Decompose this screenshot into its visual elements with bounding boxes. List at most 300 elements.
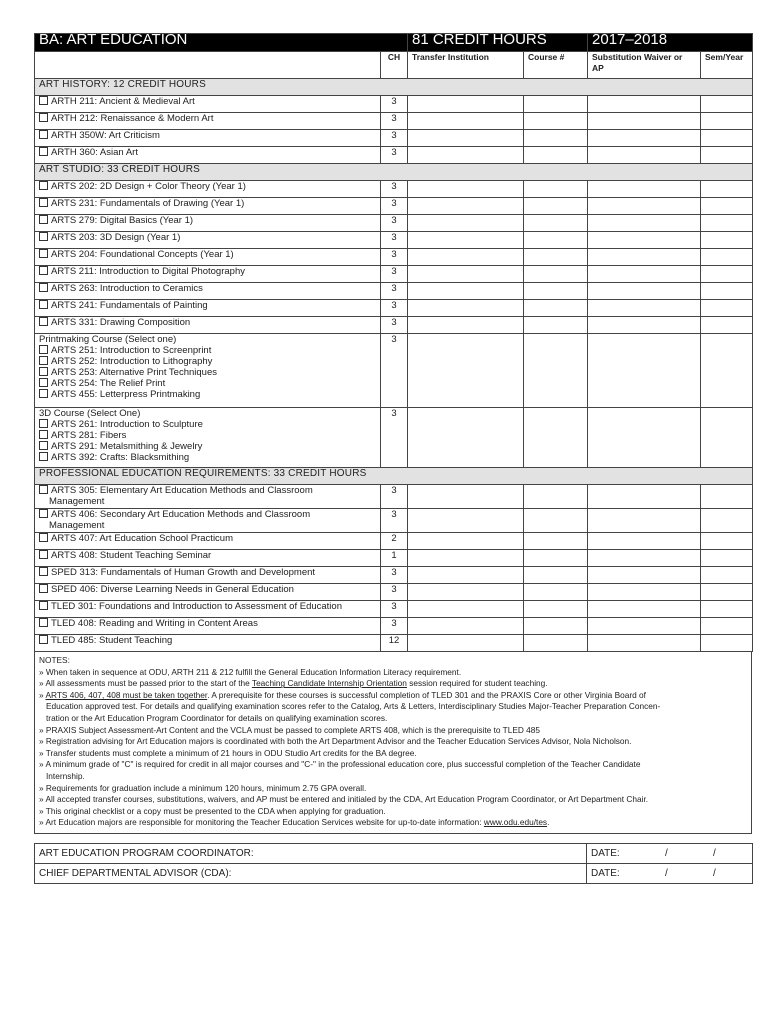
note-line bbox=[39, 817, 747, 829]
course-name: ARTS 211: Introduction to Digital Photography bbox=[51, 266, 245, 277]
checkbox[interactable] bbox=[39, 635, 48, 644]
checkbox[interactable] bbox=[39, 430, 48, 439]
sem-year-cell[interactable] bbox=[701, 266, 753, 283]
date-label: DATE: bbox=[591, 867, 620, 879]
course-name: ARTS 406: Secondary Art Education Methods and Classroom bbox=[51, 509, 311, 520]
course-number-cell[interactable] bbox=[524, 485, 588, 509]
three-d-options bbox=[39, 419, 376, 463]
note-line: » Transfer students must complete a minimum of 21 hours in ODU Studio Art credits for the BA degree. bbox=[39, 747, 417, 758]
course-option bbox=[39, 452, 376, 463]
course-cell bbox=[35, 215, 381, 232]
course-cell bbox=[35, 232, 381, 249]
course-name: ARTS 231: Fundamentals of Drawing (Year 1) bbox=[51, 198, 245, 209]
course-cell bbox=[35, 300, 381, 317]
checkbox[interactable] bbox=[39, 584, 48, 593]
substitution-cell[interactable] bbox=[588, 147, 701, 164]
option-label: ARTS 252: Introduction to Lithography bbox=[51, 356, 213, 367]
checkbox[interactable] bbox=[39, 550, 48, 559]
transfer-institution-cell[interactable] bbox=[408, 618, 524, 635]
credit-hours-title: 81 CREDIT HOURS bbox=[408, 34, 588, 52]
course-cell bbox=[35, 96, 381, 113]
three-d-title: 3D Course (Select One) bbox=[39, 408, 141, 419]
transfer-col-header: Transfer Institution bbox=[408, 52, 524, 79]
sem-year-cell[interactable] bbox=[701, 485, 753, 509]
note-continuation: Education approved test. For details and qualifying examination scores refer to the Catalog, Arts & Letters, Interdisciplinary Studies Major-Teacher Preparation Concen- bbox=[46, 701, 661, 712]
course-cell bbox=[35, 533, 381, 550]
printmaking-options bbox=[39, 345, 376, 400]
checkbox[interactable] bbox=[39, 618, 48, 627]
sem-year-cell[interactable] bbox=[701, 601, 753, 618]
course-number-cell[interactable] bbox=[524, 283, 588, 300]
date-slash: / bbox=[712, 867, 716, 879]
course-number-cell[interactable] bbox=[524, 130, 588, 147]
course-number-cell[interactable] bbox=[524, 266, 588, 283]
substitution-cell[interactable] bbox=[588, 485, 701, 509]
course-name-continued: Management bbox=[49, 520, 105, 531]
course-name: ARTS 241: Fundamentals of Painting bbox=[51, 300, 208, 311]
course-number-cell[interactable] bbox=[524, 509, 588, 533]
credit-hours: 3 bbox=[381, 618, 408, 635]
course-row bbox=[35, 249, 753, 266]
course-name: ARTS 279: Digital Basics (Year 1) bbox=[51, 215, 194, 226]
checkbox[interactable] bbox=[39, 345, 48, 354]
transfer-institution-cell[interactable] bbox=[408, 485, 524, 509]
course-row bbox=[35, 618, 753, 635]
transfer-institution-cell[interactable] bbox=[408, 113, 524, 130]
substitution-col-header: Substitution Waiver or AP bbox=[588, 52, 701, 79]
substitution-cell[interactable] bbox=[588, 300, 701, 317]
course-cell bbox=[35, 485, 381, 509]
substitution-cell[interactable] bbox=[588, 509, 701, 533]
course-cell bbox=[35, 509, 381, 533]
course-name: ARTS 408: Student Teaching Seminar bbox=[51, 550, 212, 561]
course-number-cell[interactable] bbox=[524, 584, 588, 601]
sem-year-cell[interactable] bbox=[701, 317, 753, 334]
sem-year-cell[interactable] bbox=[701, 113, 753, 130]
substitution-cell[interactable] bbox=[588, 113, 701, 130]
course-cell bbox=[35, 550, 381, 567]
course-name: TLED 408: Reading and Writing in Content Areas bbox=[51, 618, 258, 629]
course-number-cell[interactable] bbox=[524, 567, 588, 584]
transfer-institution-cell[interactable] bbox=[408, 130, 524, 147]
section-art-studio bbox=[35, 164, 753, 181]
credit-hours: 12 bbox=[381, 635, 408, 652]
credit-hours: 3 bbox=[381, 334, 408, 408]
course-row bbox=[35, 550, 753, 567]
option-label: ARTS 392: Crafts: Blacksmithing bbox=[51, 452, 190, 463]
note-line: » When taken in sequence at ODU, ARTH 211 & 212 fulfill the General Education Information Literacy requirement. bbox=[39, 666, 462, 677]
transfer-institution-cell[interactable] bbox=[408, 198, 524, 215]
art-history-rows bbox=[35, 96, 753, 164]
transfer-institution-cell[interactable] bbox=[408, 249, 524, 266]
course-number-cell[interactable] bbox=[524, 618, 588, 635]
course-name: SPED 313: Fundamentals of Human Growth and Development bbox=[51, 567, 316, 578]
note-underlined: ARTS 406, 407, 408 must be taken together bbox=[45, 689, 208, 700]
note-line: » All accepted transfer courses, substitutions, waivers, and AP must be entered and initialed by the CDA, Art Education Program Coordinator, or Art Department Chair. bbox=[39, 794, 649, 805]
checkbox[interactable] bbox=[39, 317, 48, 326]
sem-year-cell[interactable] bbox=[701, 232, 753, 249]
sem-year-cell[interactable] bbox=[701, 283, 753, 300]
note-continuation: tration or the Art Education Program Coordinator for details on qualifying examination scores. bbox=[46, 712, 388, 723]
course-name: TLED 485: Student Teaching bbox=[51, 635, 173, 646]
course-cell bbox=[35, 317, 381, 334]
signature-table bbox=[34, 843, 753, 884]
note-text: session required for student teaching. bbox=[406, 678, 548, 689]
course-row bbox=[35, 509, 753, 533]
checkbox[interactable] bbox=[39, 452, 48, 461]
course-number-cell[interactable] bbox=[524, 317, 588, 334]
option-label: ARTS 251: Introduction to Screenprint bbox=[51, 345, 212, 356]
transfer-institution-cell[interactable] bbox=[408, 584, 524, 601]
note-line: » A minimum grade of "C" is required for credit in all major courses and "C-" in the professional education core, plus successful completion of the Teacher Candidate bbox=[39, 759, 641, 770]
substitution-cell[interactable] bbox=[588, 584, 701, 601]
credit-hours: 3 bbox=[381, 181, 408, 198]
checkbox[interactable] bbox=[39, 389, 48, 398]
course-row bbox=[35, 533, 753, 550]
checkbox[interactable] bbox=[39, 266, 48, 275]
sem-year-cell[interactable] bbox=[701, 533, 753, 550]
course-name: ARTS 202: 2D Design + Color Theory (Year 1) bbox=[51, 181, 246, 192]
course-col-header bbox=[35, 52, 381, 79]
course-name: TLED 301: Foundations and Introduction to Assessment of Education bbox=[51, 601, 342, 612]
sem-year-cell[interactable] bbox=[701, 198, 753, 215]
note-text: . bbox=[547, 817, 550, 828]
course-cell bbox=[35, 584, 381, 601]
credit-hours: 3 bbox=[381, 408, 408, 468]
course-number-cell[interactable] bbox=[524, 113, 588, 130]
sem-year-cell[interactable] bbox=[701, 249, 753, 266]
credit-hours: 3 bbox=[381, 485, 408, 509]
course-number-cell[interactable] bbox=[524, 601, 588, 618]
course-name: ARTH 212: Renaissance & Modern Art bbox=[51, 113, 214, 124]
course-name: ARTS 305: Elementary Art Education Methods and Classroom bbox=[51, 485, 313, 496]
title-bar bbox=[35, 34, 753, 52]
notes-heading: NOTES: bbox=[39, 655, 70, 665]
checkbox[interactable] bbox=[39, 283, 48, 292]
art-studio-rows bbox=[35, 181, 753, 334]
checkbox[interactable] bbox=[39, 378, 48, 387]
program-title: BA: ART EDUCATION bbox=[35, 34, 408, 52]
course-number-cell[interactable] bbox=[524, 215, 588, 232]
course-cell bbox=[35, 147, 381, 164]
date-slash: / bbox=[664, 867, 668, 879]
course-cell bbox=[35, 113, 381, 130]
transfer-institution-cell[interactable] bbox=[408, 550, 524, 567]
checklist-sheet bbox=[34, 33, 752, 884]
column-header-row bbox=[35, 52, 753, 79]
credit-hours: 3 bbox=[381, 215, 408, 232]
credit-hours: 3 bbox=[381, 584, 408, 601]
course-number-cell[interactable] bbox=[524, 232, 588, 249]
three-d-group-row bbox=[35, 408, 753, 468]
catalog-year: 2017–2018 bbox=[588, 34, 753, 52]
date-slash: / bbox=[664, 847, 668, 859]
course-number-cell[interactable] bbox=[524, 181, 588, 198]
substitution-cell[interactable] bbox=[588, 601, 701, 618]
course-number-cell[interactable] bbox=[524, 334, 588, 408]
sem-year-cell[interactable] bbox=[701, 509, 753, 533]
section-label: ART STUDIO: 33 CREDIT HOURS bbox=[35, 164, 753, 181]
substitution-cell[interactable] bbox=[588, 317, 701, 334]
course-cell bbox=[35, 601, 381, 618]
course-name: ARTS 204: Foundational Concepts (Year 1) bbox=[51, 249, 234, 260]
course-row bbox=[35, 601, 753, 618]
credit-hours: 3 bbox=[381, 113, 408, 130]
checkbox[interactable] bbox=[39, 485, 48, 494]
checkbox[interactable] bbox=[39, 509, 48, 518]
credit-hours: 3 bbox=[381, 198, 408, 215]
printmaking-group-row bbox=[35, 334, 753, 408]
note-text: . A prerequisite for these courses is successful completion of TLED 301 and the PRAXIS Core or other Virginia Board of bbox=[207, 689, 646, 700]
course-option bbox=[39, 378, 376, 389]
substitution-cell[interactable] bbox=[588, 130, 701, 147]
course-number-cell[interactable] bbox=[524, 635, 588, 652]
substitution-cell[interactable] bbox=[588, 232, 701, 249]
checkbox[interactable] bbox=[39, 367, 48, 376]
sem-year-cell[interactable] bbox=[701, 567, 753, 584]
credit-hours: 3 bbox=[381, 300, 408, 317]
course-name-continued: Management bbox=[49, 496, 105, 507]
course-name: ARTS 263: Introduction to Ceramics bbox=[51, 283, 203, 294]
note-line bbox=[39, 690, 747, 702]
option-label: ARTS 281: Fibers bbox=[51, 430, 127, 441]
course-cell bbox=[35, 618, 381, 635]
course-option bbox=[39, 356, 376, 367]
transfer-institution-cell[interactable] bbox=[408, 266, 524, 283]
option-label: ARTS 253: Alternative Print Techniques bbox=[51, 367, 217, 378]
note-text: » bbox=[39, 689, 46, 700]
course-row bbox=[35, 96, 753, 113]
date-slash: / bbox=[712, 847, 716, 859]
cda-date-field[interactable] bbox=[587, 863, 753, 883]
course-name: ARTH 360: Asian Art bbox=[51, 147, 138, 158]
course-row bbox=[35, 130, 753, 147]
substitution-cell[interactable] bbox=[588, 198, 701, 215]
three-d-cell bbox=[35, 408, 381, 468]
sem-year-cell[interactable] bbox=[701, 550, 753, 567]
credit-hours: 3 bbox=[381, 283, 408, 300]
sem-year-cell[interactable] bbox=[701, 181, 753, 198]
substitution-cell[interactable] bbox=[588, 334, 701, 408]
course-number-cell[interactable] bbox=[524, 550, 588, 567]
section-professional-education bbox=[35, 468, 753, 485]
sem-year-cell[interactable] bbox=[701, 300, 753, 317]
option-label: ARTS 254: The Relief Print bbox=[51, 378, 166, 389]
credit-hours: 3 bbox=[381, 96, 408, 113]
course-number-cell[interactable] bbox=[524, 198, 588, 215]
note-line: » PRAXIS Subject Assessment-Art Content and the VCLA must be passed to complete ARTS 408, which is the prerequisite to TLED 485 bbox=[39, 724, 541, 735]
course-row bbox=[35, 266, 753, 283]
course-cell bbox=[35, 283, 381, 300]
course-number-cell[interactable] bbox=[524, 300, 588, 317]
substitution-cell[interactable] bbox=[588, 408, 701, 468]
transfer-institution-cell[interactable] bbox=[408, 509, 524, 533]
cda-signature-row bbox=[35, 863, 753, 883]
course-number-cell[interactable] bbox=[524, 408, 588, 468]
option-label: ARTS 261: Introduction to Sculpture bbox=[51, 419, 203, 430]
substitution-cell[interactable] bbox=[588, 96, 701, 113]
professional-two-line-rows bbox=[35, 485, 753, 533]
transfer-institution-cell[interactable] bbox=[408, 147, 524, 164]
transfer-institution-cell[interactable] bbox=[408, 181, 524, 198]
course-cell bbox=[35, 635, 381, 652]
course-row bbox=[35, 181, 753, 198]
option-label: ARTS 291: Metalsmithing & Jewelry bbox=[51, 441, 203, 452]
course-row bbox=[35, 635, 753, 652]
course-cell bbox=[35, 249, 381, 266]
transfer-institution-cell[interactable] bbox=[408, 567, 524, 584]
course-option bbox=[39, 389, 376, 400]
course-number-cell[interactable] bbox=[524, 533, 588, 550]
course-row bbox=[35, 215, 753, 232]
substitution-cell[interactable] bbox=[588, 215, 701, 232]
coordinator-date-field[interactable] bbox=[587, 843, 753, 863]
course-table bbox=[34, 33, 753, 652]
sem-year-cell[interactable] bbox=[701, 147, 753, 164]
course-name: ARTS 331: Drawing Composition bbox=[51, 317, 191, 328]
sem-year-cell[interactable] bbox=[701, 408, 753, 468]
credit-hours: 3 bbox=[381, 249, 408, 266]
note-line: » Registration advising for Art Education majors is coordinated with both the Art Department Advisor and the Teacher Education Services Advisor, Nola Nicholson. bbox=[39, 736, 632, 747]
course-row bbox=[35, 147, 753, 164]
checkbox[interactable] bbox=[39, 356, 48, 365]
transfer-institution-cell[interactable] bbox=[408, 215, 524, 232]
course-name: ARTH 211: Ancient & Medieval Art bbox=[51, 96, 195, 107]
transfer-institution-cell[interactable] bbox=[408, 334, 524, 408]
substitution-cell[interactable] bbox=[588, 550, 701, 567]
credit-hours: 3 bbox=[381, 266, 408, 283]
checkbox[interactable] bbox=[39, 181, 48, 190]
credit-hours: 3 bbox=[381, 567, 408, 584]
section-label: ART HISTORY: 12 CREDIT HOURS bbox=[35, 79, 753, 96]
course-name: ARTS 203: 3D Design (Year 1) bbox=[51, 232, 181, 243]
substitution-cell[interactable] bbox=[588, 266, 701, 283]
course-row bbox=[35, 300, 753, 317]
course-row bbox=[35, 283, 753, 300]
sem-year-cell[interactable] bbox=[701, 96, 753, 113]
section-label: PROFESSIONAL EDUCATION REQUIREMENTS: 33 CREDIT HOURS bbox=[35, 468, 753, 485]
transfer-institution-cell[interactable] bbox=[408, 601, 524, 618]
course-name: ARTH 350W: Art Criticism bbox=[51, 130, 160, 141]
checkbox[interactable] bbox=[39, 249, 48, 258]
course-name: ARTS 407: Art Education School Practicum bbox=[51, 533, 233, 544]
substitution-cell[interactable] bbox=[588, 181, 701, 198]
coordinator-signature-field[interactable]: ART EDUCATION PROGRAM COORDINATOR: bbox=[35, 843, 587, 863]
sem-year-cell[interactable] bbox=[701, 635, 753, 652]
credit-hours: 1 bbox=[381, 550, 408, 567]
course-option bbox=[39, 419, 376, 430]
course-name: SPED 406: Diverse Learning Needs in General Education bbox=[51, 584, 294, 595]
substitution-cell[interactable] bbox=[588, 567, 701, 584]
sem-year-cell[interactable] bbox=[701, 130, 753, 147]
professional-rows bbox=[35, 533, 753, 652]
sem-year-cell[interactable] bbox=[701, 618, 753, 635]
course-option bbox=[39, 367, 376, 378]
checkbox[interactable] bbox=[39, 567, 48, 576]
transfer-institution-cell[interactable] bbox=[408, 408, 524, 468]
checkbox[interactable] bbox=[39, 601, 48, 610]
checkbox[interactable] bbox=[39, 215, 48, 224]
substitution-cell[interactable] bbox=[588, 618, 701, 635]
course-num-col-header: Course # bbox=[524, 52, 588, 79]
substitution-cell[interactable] bbox=[588, 283, 701, 300]
transfer-institution-cell[interactable] bbox=[408, 96, 524, 113]
checkbox[interactable] bbox=[39, 147, 48, 156]
course-row bbox=[35, 232, 753, 249]
substitution-cell[interactable] bbox=[588, 249, 701, 266]
credit-hours: 3 bbox=[381, 601, 408, 618]
date-label: DATE: bbox=[591, 847, 620, 859]
substitution-cell[interactable] bbox=[588, 635, 701, 652]
course-option bbox=[39, 441, 376, 452]
checkbox[interactable] bbox=[39, 232, 48, 241]
checkbox[interactable] bbox=[39, 198, 48, 207]
note-line: » Requirements for graduation include a minimum 120 hours, minimum 2.75 GPA overall. bbox=[39, 782, 367, 793]
sem-year-cell[interactable] bbox=[701, 584, 753, 601]
course-option bbox=[39, 430, 376, 441]
course-row bbox=[35, 317, 753, 334]
cda-signature-field[interactable]: CHIEF DEPARTMENTAL ADVISOR (CDA): bbox=[35, 863, 587, 883]
checkbox[interactable] bbox=[39, 300, 48, 309]
transfer-institution-cell[interactable] bbox=[408, 232, 524, 249]
option-label: ARTS 455: Letterpress Printmaking bbox=[51, 389, 201, 400]
checkbox[interactable] bbox=[39, 441, 48, 450]
note-line bbox=[39, 678, 747, 690]
sem-year-cell[interactable] bbox=[701, 215, 753, 232]
course-cell bbox=[35, 266, 381, 283]
transfer-institution-cell[interactable] bbox=[408, 300, 524, 317]
course-row bbox=[35, 485, 753, 509]
course-row bbox=[35, 584, 753, 601]
transfer-institution-cell[interactable] bbox=[408, 283, 524, 300]
notes-block bbox=[34, 652, 752, 834]
transfer-institution-cell[interactable] bbox=[408, 635, 524, 652]
course-number-cell[interactable] bbox=[524, 96, 588, 113]
printmaking-title: Printmaking Course (Select one) bbox=[39, 334, 177, 345]
orientation-link[interactable]: Teaching Candidate Internship Orientation bbox=[251, 678, 407, 689]
credit-hours: 3 bbox=[381, 232, 408, 249]
course-number-cell[interactable] bbox=[524, 147, 588, 164]
note-continuation: Internship. bbox=[46, 770, 85, 781]
note-line: » This original checklist or a copy must be presented to the CDA when applying for graduation. bbox=[39, 805, 386, 816]
checkbox[interactable] bbox=[39, 533, 48, 542]
checkbox[interactable] bbox=[39, 96, 48, 105]
transfer-institution-cell[interactable] bbox=[408, 533, 524, 550]
tes-website-link[interactable]: www.odu.edu/tes bbox=[483, 817, 548, 828]
transfer-institution-cell[interactable] bbox=[408, 317, 524, 334]
course-cell bbox=[35, 567, 381, 584]
course-number-cell[interactable] bbox=[524, 249, 588, 266]
sem-year-cell[interactable] bbox=[701, 334, 753, 408]
note-text: » All assessments must be passed prior to the start of the bbox=[39, 678, 252, 689]
course-row bbox=[35, 567, 753, 584]
note-text: » Art Education majors are responsible for monitoring the Teacher Education Services website for up-to-date information: bbox=[39, 817, 484, 828]
credit-hours: 2 bbox=[381, 533, 408, 550]
checkbox[interactable] bbox=[39, 419, 48, 428]
substitution-cell[interactable] bbox=[588, 533, 701, 550]
checkbox[interactable] bbox=[39, 130, 48, 139]
credit-hours: 3 bbox=[381, 317, 408, 334]
credit-hours: 3 bbox=[381, 130, 408, 147]
course-row bbox=[35, 113, 753, 130]
course-cell bbox=[35, 198, 381, 215]
printmaking-cell bbox=[35, 334, 381, 408]
checkbox[interactable] bbox=[39, 113, 48, 122]
course-option bbox=[39, 345, 376, 356]
credit-hours: 3 bbox=[381, 509, 408, 533]
sem-year-col-header: Sem/Year bbox=[701, 52, 753, 79]
course-cell bbox=[35, 181, 381, 198]
